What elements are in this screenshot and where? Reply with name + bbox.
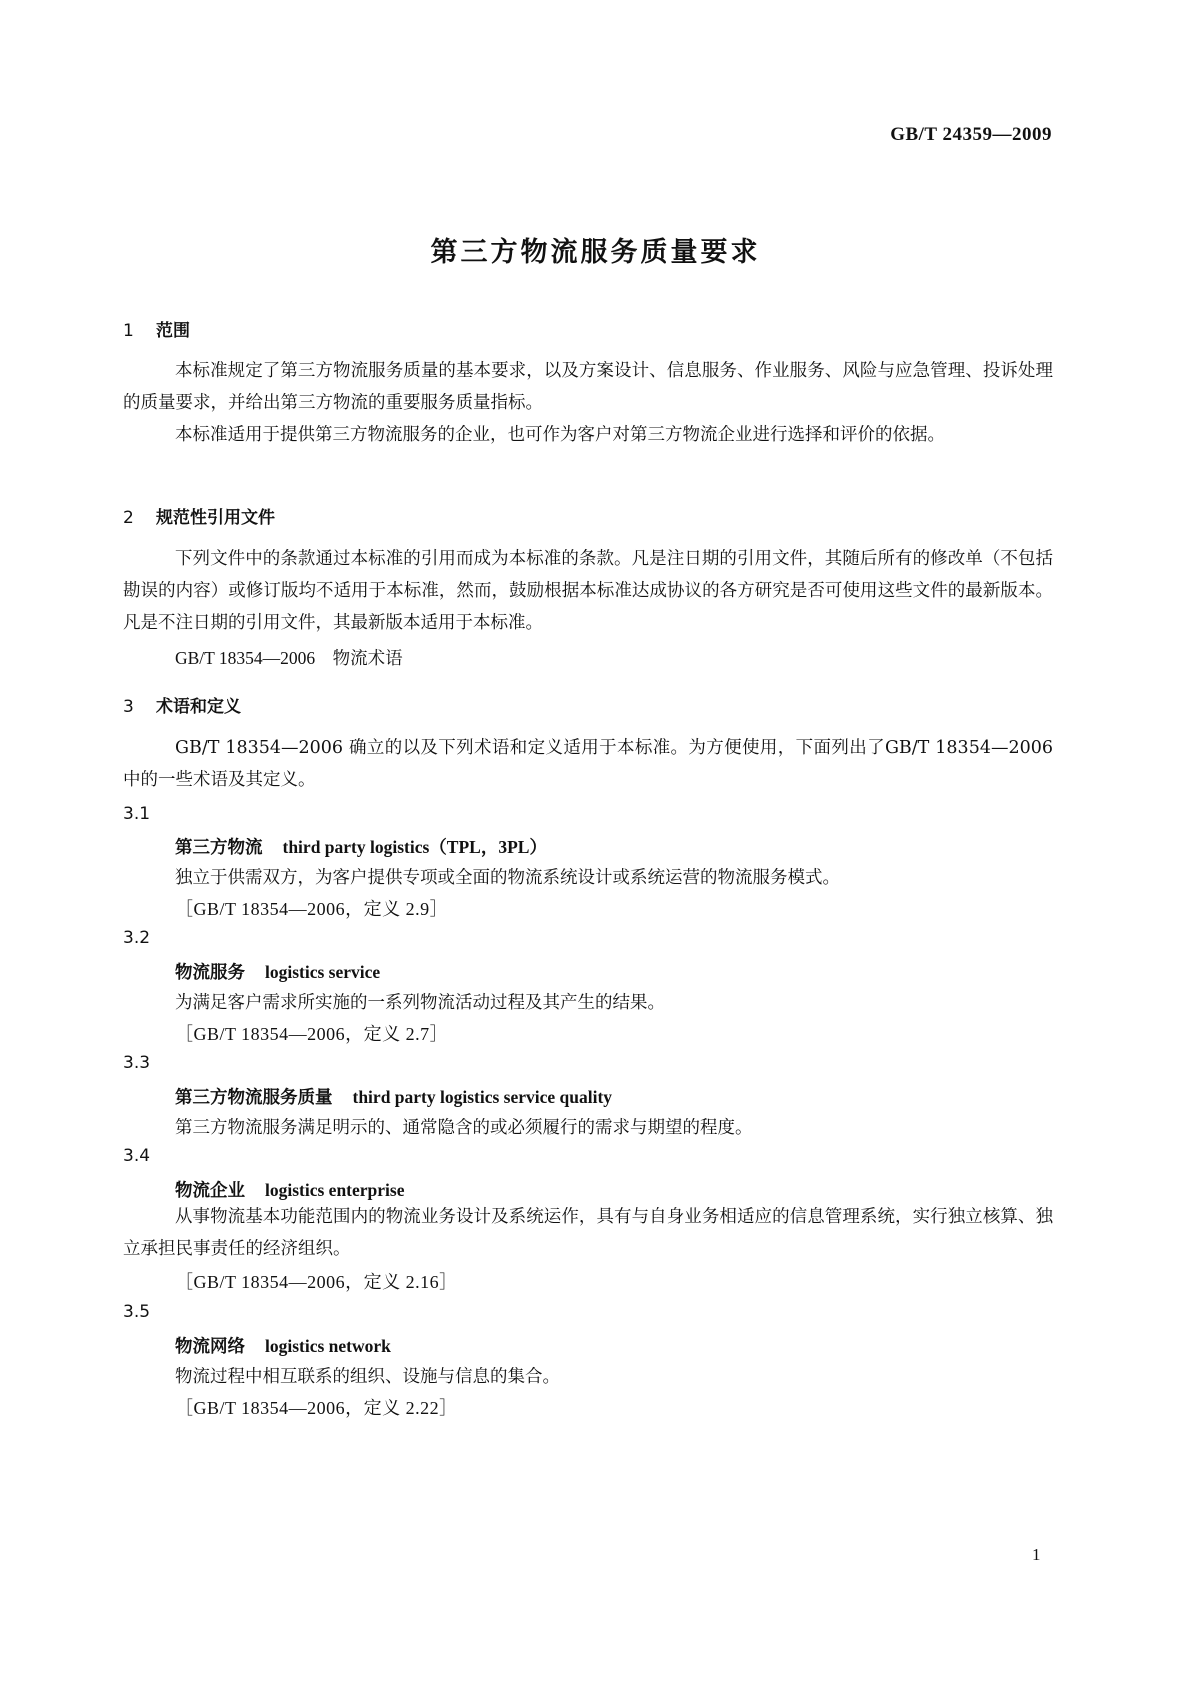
- term-number: 3.2: [123, 928, 151, 948]
- section-number: 2: [123, 508, 134, 528]
- term-source: ［GB/T 18354—2006，定义 2.22］: [175, 1398, 458, 1418]
- term-source: ［GB/T 18354—2006，定义 2.9］: [175, 899, 449, 919]
- term-en: logistics service: [265, 962, 381, 982]
- section-1-heading: [123, 316, 190, 341]
- term-title: [175, 1333, 391, 1358]
- term-source: ［GB/T 18354—2006，定义 2.7］: [175, 1024, 449, 1044]
- term-definition: 从事物流基本功能范围内的物流业务设计及系统运作，具有与自身业务相适应的信息管理系统，实行独立核算、独立承担民事责任的经济组织。: [123, 1207, 1053, 1259]
- section-title: 范围: [156, 321, 190, 341]
- term-number: 3.4: [123, 1146, 151, 1166]
- term-zh: 物流网络: [175, 1337, 245, 1357]
- term-title: [175, 1084, 612, 1109]
- term-zh: 第三方物流: [175, 838, 263, 858]
- term-definition: 独立于供需双方，为客户提供专项或全面的物流系统设计或系统运营的物流服务模式。: [175, 868, 840, 888]
- section-title: 术语和定义: [156, 697, 241, 717]
- section-1-paragraph-2: 本标准适用于提供第三方物流服务的企业，也可作为客户对第三方物流企业进行选择和评价的依据。: [175, 425, 945, 445]
- section-1-paragraph-1: 本标准规定了第三方物流服务质量的基本要求，以及方案设计、信息服务、作业服务、风险与应急管理、投诉处理的质量要求，并给出第三方物流的重要服务质量指标。: [123, 361, 1053, 413]
- section-2-heading: [123, 503, 275, 528]
- section-2-paragraph-1: 下列文件中的条款通过本标准的引用而成为本标准的条款。凡是注日期的引用文件，其随后所有的修改单（不包括勘误的内容）或修订版均不适用于本标准，然而，鼓励根据本标准达成协议的各方研究是否可使用这些文件的最新版本。凡是不注日期的引用文件，其最新版本适用于本标准。: [123, 549, 1053, 633]
- section-3-heading: [123, 692, 241, 717]
- term-number: 3.1: [123, 804, 151, 824]
- term-definition: 物流过程中相互联系的组织、设施与信息的集合。: [175, 1367, 560, 1387]
- term-definition: 第三方物流服务满足明示的、通常隐含的或必须履行的需求与期望的程度。: [175, 1118, 753, 1138]
- term-number: 3.3: [123, 1053, 151, 1073]
- term-title: [175, 959, 380, 984]
- section-number: 3: [123, 697, 134, 717]
- term-definition: 为满足客户需求所实施的一系列物流活动过程及其产生的结果。: [175, 993, 665, 1013]
- term-title: [175, 1177, 404, 1202]
- term-en: logistics enterprise: [265, 1180, 405, 1200]
- section-number: 1: [123, 321, 134, 341]
- term-number: 3.5: [123, 1302, 151, 1322]
- standard-code: GB/T 24359—2009: [890, 124, 1052, 145]
- term-source: ［GB/T 18354—2006，定义 2.16］: [175, 1272, 458, 1292]
- section-3-intro: GB/T 18354—2006 确立的以及下列术语和定义适用于本标准。为方便使用，下面列出了GB/T 18354—2006中的一些术语及其定义。: [123, 738, 1053, 790]
- term-en: third party logistics service quality: [352, 1087, 613, 1107]
- term-title: [175, 834, 547, 859]
- term-zh: 物流服务: [175, 963, 245, 983]
- term-en: logistics network: [265, 1336, 391, 1356]
- page-number: 1: [1032, 1545, 1041, 1564]
- normative-reference: GB/T 18354—2006 物流术语: [175, 648, 403, 668]
- term-zh: 第三方物流服务质量: [175, 1088, 333, 1108]
- section-title: 规范性引用文件: [156, 508, 275, 528]
- term-en: third party logistics（TPL，3PL）: [282, 837, 547, 857]
- term-zh: 物流企业: [175, 1181, 245, 1201]
- document-title: 第三方物流服务质量要求: [430, 237, 761, 268]
